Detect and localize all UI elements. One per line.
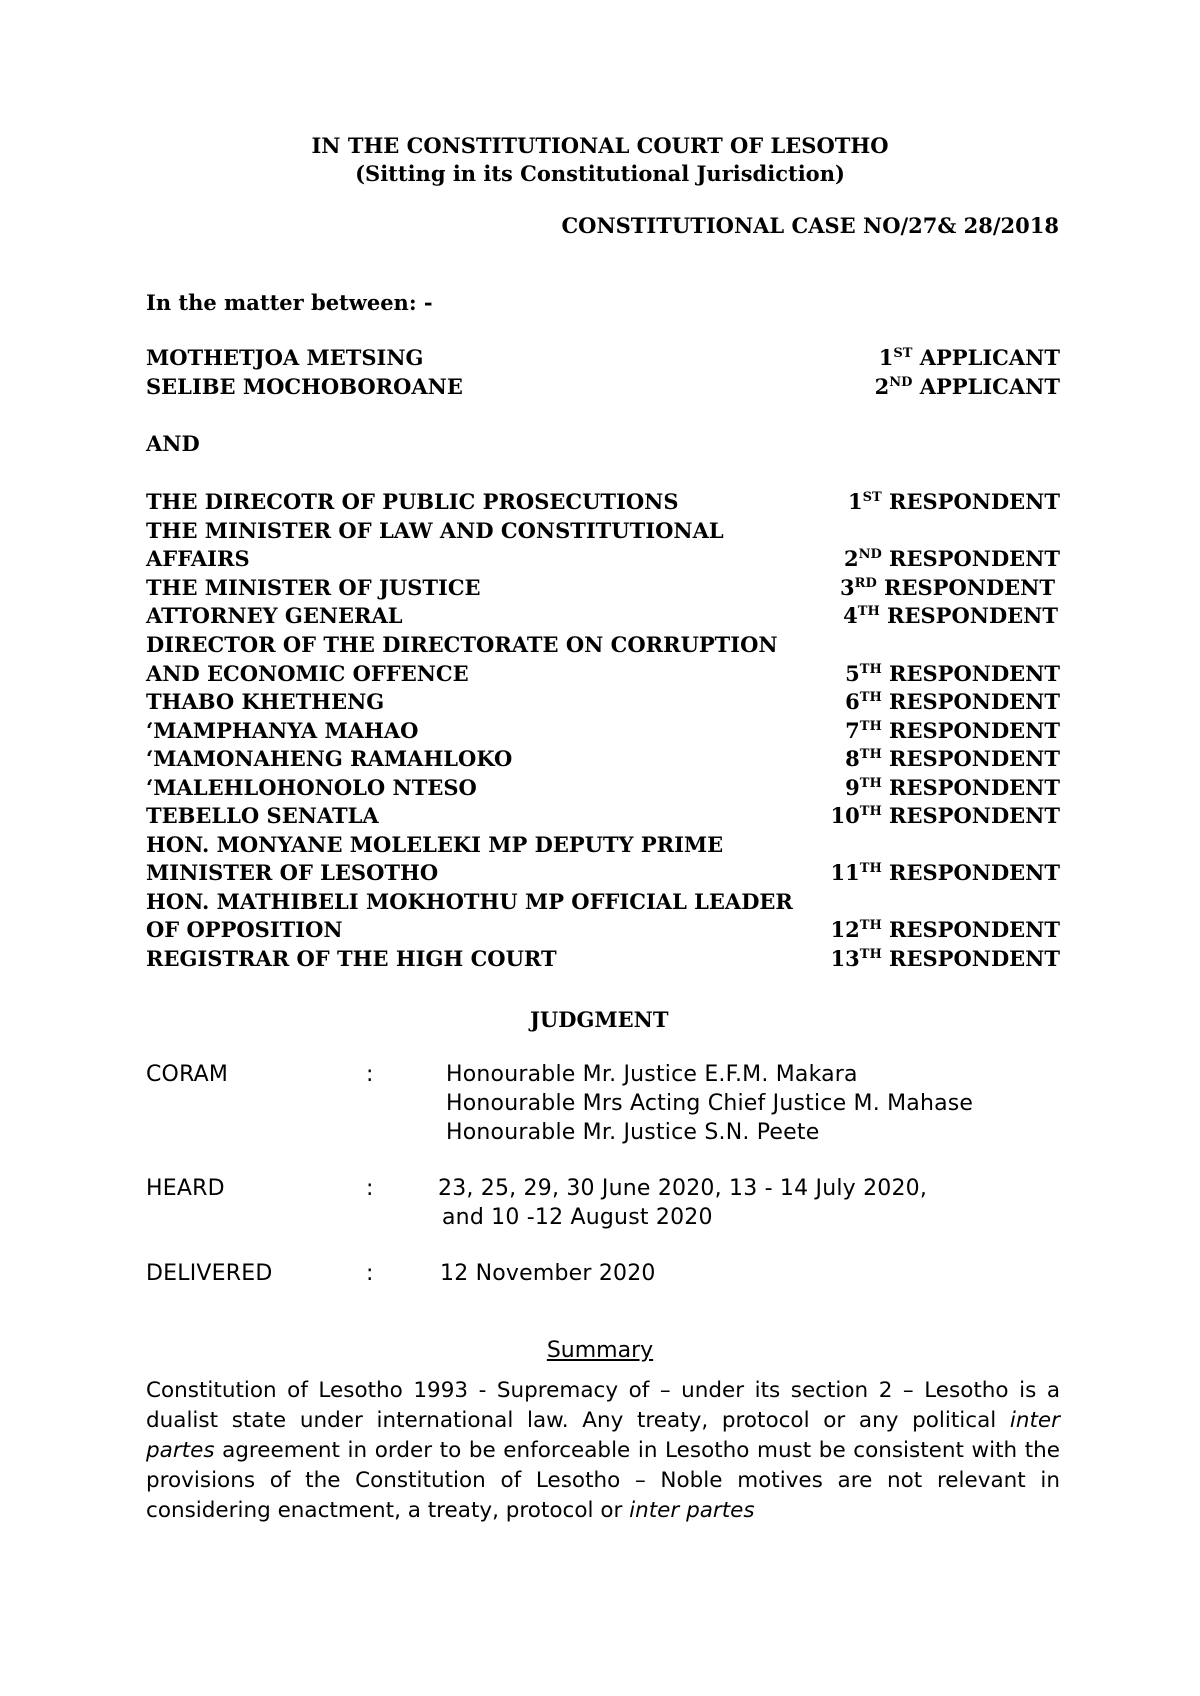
party-role: 4TH RESPONDENT <box>843 603 1058 628</box>
party-role: 1ST APPLICANT <box>878 345 1060 370</box>
heard-dates: 23, 25, 29, 30 June 2020, 13 - 14 July 2020, <box>438 1176 928 1201</box>
respondent-row <box>146 917 1060 945</box>
applicant-row <box>146 374 1060 402</box>
respondent-row <box>146 718 1060 746</box>
party-name: OF OPPOSITION <box>146 917 343 942</box>
party-name: MOTHETJOA METSING <box>146 345 424 370</box>
delivered-label: DELIVERED <box>146 1261 273 1286</box>
summary-paragraph <box>146 1376 1060 1526</box>
party-role: 2ND RESPONDENT <box>843 546 1060 571</box>
heard-label: HEARD <box>146 1176 225 1201</box>
party-name: AND ECONOMIC OFFENCE <box>146 661 469 686</box>
case-number: CONSTITUTIONAL CASE NO/27& 28/2018 <box>561 213 1059 238</box>
party-role: 9TH RESPONDENT <box>845 775 1060 800</box>
party-role: 6TH RESPONDENT <box>845 689 1060 714</box>
delivered-colon: : <box>366 1261 374 1286</box>
coram-label: CORAM <box>146 1062 229 1087</box>
party-name: THE DIRECOTR OF PUBLIC PROSECUTIONS <box>146 489 679 514</box>
party-role: 13TH RESPONDENT <box>830 946 1060 971</box>
court-title: IN THE CONSTITUTIONAL COURT OF LESOTHO <box>311 133 889 158</box>
party-role: 12TH RESPONDENT <box>830 917 1060 942</box>
coram-judge: Honourable Mrs Acting Chief Justice M. Mahase <box>446 1091 974 1116</box>
respondent-row <box>146 832 1060 860</box>
party-name: SELIBE MOCHOBOROANE <box>146 374 463 399</box>
party-role: 10TH RESPONDENT <box>830 803 1060 828</box>
party-name: HON. MATHIBELI MOKHOTHU MP OFFICIAL LEADER <box>146 889 793 914</box>
respondent-row <box>146 775 1060 803</box>
court-sitting: (Sitting in its Constitutional Jurisdiction) <box>355 161 845 186</box>
applicant-row <box>146 345 1060 373</box>
party-name: ‘MAMPHANYA MAHAO <box>146 718 419 743</box>
party-name: THE MINISTER OF LAW AND CONSTITUTIONAL <box>146 518 724 543</box>
respondent-row <box>146 889 1060 917</box>
respondent-row <box>146 632 1060 660</box>
summary-italic: inter partes <box>146 1408 1060 1463</box>
party-name: THABO KHETHENG <box>146 689 385 714</box>
party-name: DIRECTOR OF THE DIRECTORATE ON CORRUPTION <box>146 632 778 657</box>
matter-between: In the matter between: - <box>146 290 433 315</box>
respondent-row <box>146 575 1060 603</box>
heard-colon: : <box>366 1176 374 1201</box>
respondent-row <box>146 518 1060 546</box>
party-name: TEBELLO SENATLA <box>146 803 379 828</box>
summary-text: agreement in order to be enforceable in Lesotho must be consistent with the provisions of the Constitution of Lesotho – Noble motives are not relevant in considering enactment, a treaty, protocol or <box>146 1438 1060 1523</box>
party-role: 11TH RESPONDENT <box>830 860 1060 885</box>
summary-text: Constitution of Lesotho 1993 - Supremacy of – under its section 2 – Lesotho is a dualist state under international law. Any treaty, protocol or any political <box>146 1378 1060 1433</box>
respondent-row <box>146 746 1060 774</box>
and-separator: AND <box>146 431 200 456</box>
summary-title: Summary <box>546 1338 654 1363</box>
respondent-row <box>146 946 1060 974</box>
respondent-row <box>146 489 1060 517</box>
respondent-row <box>146 603 1060 631</box>
coram-judge: Honourable Mr. Justice S.N. Peete <box>446 1120 820 1145</box>
party-role: 7TH RESPONDENT <box>845 718 1060 743</box>
heard-dates: and 10 -12 August 2020 <box>442 1205 713 1230</box>
party-role: 3RD RESPONDENT <box>840 575 1055 600</box>
party-name: MINISTER OF LESOTHO <box>146 860 439 885</box>
respondent-row <box>146 546 1060 574</box>
coram-colon: : <box>366 1062 374 1087</box>
party-role: 5TH RESPONDENT <box>845 661 1060 686</box>
delivered-date: 12 November 2020 <box>440 1261 656 1286</box>
party-role: 1ST RESPONDENT <box>848 489 1060 514</box>
summary-heading <box>0 1338 1200 1363</box>
party-name: AFFAIRS <box>146 546 250 571</box>
party-name: ‘MALEHLOHONOLO NTESO <box>146 775 477 800</box>
party-role: 8TH RESPONDENT <box>845 746 1060 771</box>
party-name: HON. MONYANE MOLELEKI MP DEPUTY PRIME <box>146 832 724 857</box>
party-name: ATTORNEY GENERAL <box>146 603 403 628</box>
party-name: REGISTRAR OF THE HIGH COURT <box>146 946 557 971</box>
summary-italic: inter partes <box>629 1498 755 1523</box>
judgment-heading: JUDGMENT <box>530 1007 669 1032</box>
respondent-row <box>146 803 1060 831</box>
party-name: THE MINISTER OF JUSTICE <box>146 575 481 600</box>
respondent-row <box>146 661 1060 689</box>
respondent-row <box>146 860 1060 888</box>
party-name: ‘MAMONAHENG RAMAHLOKO <box>146 746 513 771</box>
party-role: 2ND APPLICANT <box>874 374 1060 399</box>
coram-judge: Honourable Mr. Justice E.F.M. Makara <box>446 1062 858 1087</box>
respondent-row <box>146 689 1060 717</box>
